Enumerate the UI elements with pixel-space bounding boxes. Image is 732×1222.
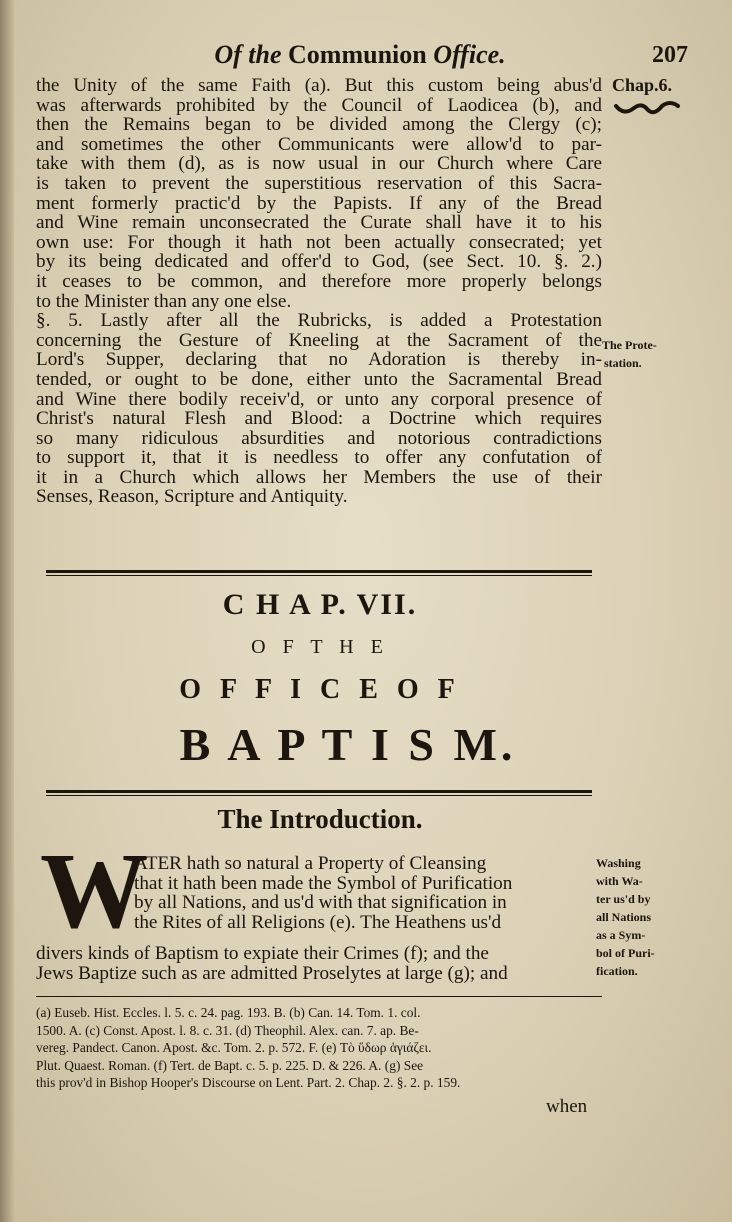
- section-top-line: Senses, Reason, Scripture and Antiquity.: [36, 486, 348, 508]
- margin-note-washing-6: bol of Puri-: [596, 946, 655, 960]
- chapter-rule-top-thin: [46, 575, 592, 576]
- section-top-line: it ceases to be common, and therefore more properly belongs: [36, 270, 602, 292]
- section-top-line: own use: For though it hath not been actually consecrated; yet: [36, 231, 602, 253]
- section-top-line: then the Remains began to be divided among the Clergy (c);: [36, 114, 602, 136]
- section-top-line: to the Minister than any one else.: [36, 290, 292, 312]
- footnote-line: Plut. Quaest. Roman. (f) Tert. de Bapt. c. 5. p. 225. D. & 226. A. (g) See: [36, 1057, 424, 1073]
- footnote-line: this prov'd in Bishop Hooper's Discourse on Lent. Part. 2. Chap. 2. §. 2. p. 159.: [36, 1075, 461, 1091]
- section-top-line: Christ's natural Flesh and Blood: a Doctrine which requires: [36, 408, 602, 430]
- section-top-line: it in a Church which allows her Members the use of their: [36, 466, 602, 488]
- margin-note-protestation-1: The Prote-: [602, 338, 657, 352]
- section-top-line: and Wine remain unconsecrated the Curate shall have it to his: [36, 212, 602, 234]
- title-main: Communion: [288, 40, 427, 69]
- flourish-ornament: [612, 100, 682, 116]
- section-top-line: the Unity of the same Faith (a). But this custom being abus'd: [36, 75, 602, 96]
- chapter-baptism: B A P T I S M.: [179, 719, 517, 770]
- section-top-line: so many ridiculous absurdities and notorious contradictions: [36, 427, 602, 449]
- section-top-line: tended, or ought to be done, either unto the Sacramental Bread: [36, 368, 602, 390]
- chapter-office-of: O F F I C E O F: [179, 674, 461, 705]
- margin-note-washing-4: all Nations: [596, 910, 652, 924]
- running-header: [40, 40, 688, 76]
- title-suffix: Office.: [433, 40, 506, 69]
- section-top-line: take with them (d), as is now usual in our Church where Care: [36, 153, 602, 175]
- margin-note-chap: Chap.6.: [612, 75, 673, 95]
- intro-line: ATER hath so natural a Property of Cleansing: [134, 853, 487, 874]
- intro-paragraph-full: [36, 944, 602, 983]
- footnote-line: (a) Euseb. Hist. Eccles. l. 5. c. 24. pag. 193. B. (b) Can. 14. Tom. 1. col.: [36, 1005, 421, 1020]
- margin-note-washing-7: fication.: [596, 964, 638, 978]
- title-prefix: Of the: [214, 40, 282, 69]
- section-top-line: and Wine there bodily receiv'd, or unto any corporal presence of: [36, 388, 602, 410]
- margin-note-washing-5: as a Sym-: [596, 928, 646, 942]
- catchword: when: [546, 1096, 588, 1117]
- section-top-line: and sometimes the other Communicants were allow'd to par-: [36, 133, 602, 155]
- intro-line: Jews Baptize such as are admitted Proselytes at large (g); and: [36, 962, 508, 984]
- section-top-line: §. 5. Lastly after all the Rubricks, is added a Protestation: [36, 310, 602, 332]
- running-title: [40, 40, 680, 70]
- introduction-heading: The Introduction.: [217, 804, 423, 834]
- intro-line: by all Nations, and us'd with that signification in: [134, 892, 507, 914]
- page-number: 207: [652, 42, 688, 68]
- intro-paragraph-indented: [134, 854, 602, 932]
- section-top-line: by its being dedicated and offer'd to God, (see Sect. 10. §. 2.): [36, 251, 602, 273]
- section-top-line: is taken to prevent the superstitious reservation of this Sacra-: [36, 172, 602, 194]
- chapter-rule-bottom: [46, 790, 592, 793]
- intro-line: divers kinds of Baptism to expiate their Crimes (f); and the: [36, 943, 489, 964]
- intro-line: the Rites of all Religions (e). The Heathens us'd: [134, 911, 502, 933]
- intro-line: that it hath been made the Symbol of Purification: [134, 872, 513, 894]
- chapter-number: C H A P. VII.: [222, 588, 418, 621]
- footnotes: [36, 1004, 602, 1092]
- chapter-rule-top: [46, 570, 592, 573]
- drop-cap: W: [40, 832, 148, 951]
- footnote-rule: [36, 996, 602, 997]
- chapter-of-the: O F T H E: [251, 636, 389, 658]
- section-top-text: [36, 76, 602, 507]
- chapter-rule-bottom-thin: [46, 795, 592, 796]
- footnote-line: 1500. A. (c) Const. Apost. l. 8. c. 31. (d) Theophil. Alex. can. 7. ap. Be-: [36, 1022, 419, 1038]
- section-top-line: ment formerly practic'd by the Papists. If any of the Bread: [36, 192, 602, 214]
- section-top-line: to support it, that it is needless to offer any confutation of: [36, 447, 602, 469]
- margin-note-washing-1: Washing: [596, 856, 641, 870]
- section-top-line: concerning the Gesture of Kneeling at the Sacrament of the: [36, 329, 602, 351]
- margin-note-protestation-2: station.: [604, 356, 642, 370]
- section-top-line: was afterwards prohibited by the Council of Laodicea (b), and: [36, 94, 602, 116]
- margin-note-washing-2: with Wa-: [596, 874, 643, 888]
- margin-note-washing-3: ter us'd by: [596, 892, 651, 906]
- footnote-line: vereg. Pandect. Canon. Apost. &c. Tom. 2. p. 572. F. (e) Τὸ ὕδωρ ἁγιάζει.: [36, 1040, 432, 1056]
- section-top-line: Lord's Supper, declaring that no Adoration is thereby in-: [36, 349, 602, 371]
